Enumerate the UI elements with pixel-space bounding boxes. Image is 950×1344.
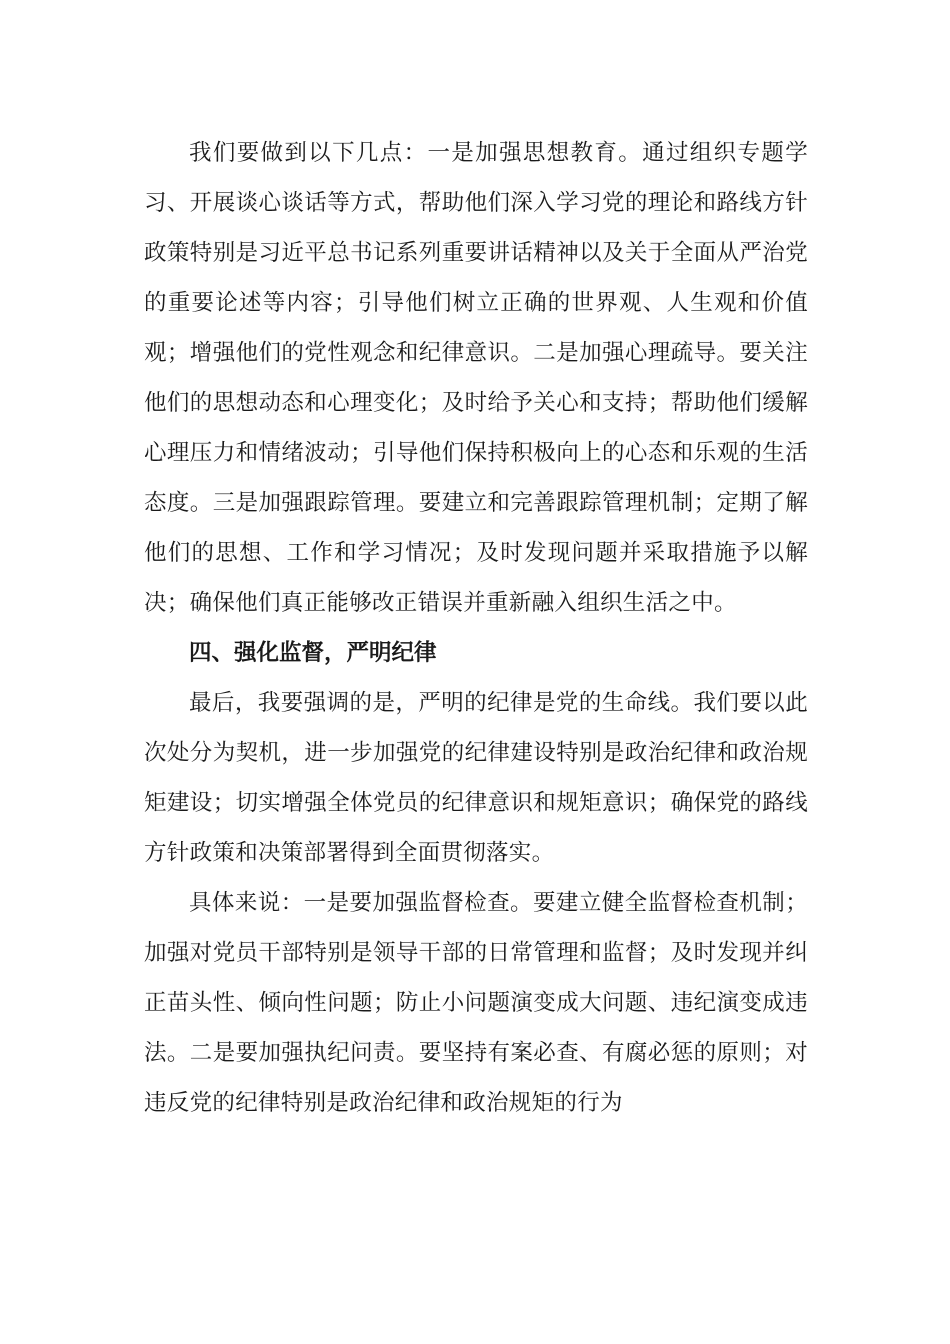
paragraph-discipline-emphasis: 最后，我要强调的是，严明的纪律是党的生命线。我们要以此次处分为契机，进一步加强党的纪律建设特别是政治纪律和政治规矩建设；切实增强全体党员的纪律意识和规矩意识；确保党的路线方针政策和决策部署得到全面贯彻落实。 [144,690,808,866]
document-page [144,128,808,1128]
section-heading: 四、强化监督，严明纪律 [189,640,437,666]
paragraph-thought-education: 我们要做到以下几点：一是加强思想教育。通过组织专题学习、开展谈心谈话等方式，帮助他们深入学习党的理论和路线方针政策特别是习近平总书记系列重要讲话精神以及关于全面从严治党的重要论述等内容；引导他们树立正确的世界观、人生观和价值观；增强他们的党性观念和纪律意识。二是加强心理疏导。要关注他们的思想动态和心理变化；及时给予关心和支持；帮助他们缓解心理压力和情绪波动；引导他们保持积极向上的心态和乐观的生活态度。三是加强跟踪管理。要建立和完善跟踪管理机制；定期了解他们的思想、工作和学习情况；及时发现问题并采取措施予以解决；确保他们真正能够改正错误并重新融入组织生活之中。 [144,140,808,616]
paragraph-specific-measures: 具体来说：一是要加强监督检查。要建立健全监督检查机制；加强对党员干部特别是领导干部的日常管理和监督；及时发现并纠正苗头性、倾向性问题；防止小问题演变成大问题、违纪演变成违法。二是要加强执纪问责。要坚持有案必查、有腐必惩的原则；对违反党的纪律特别是政治纪律和政治规矩的行为 [144,890,808,1116]
